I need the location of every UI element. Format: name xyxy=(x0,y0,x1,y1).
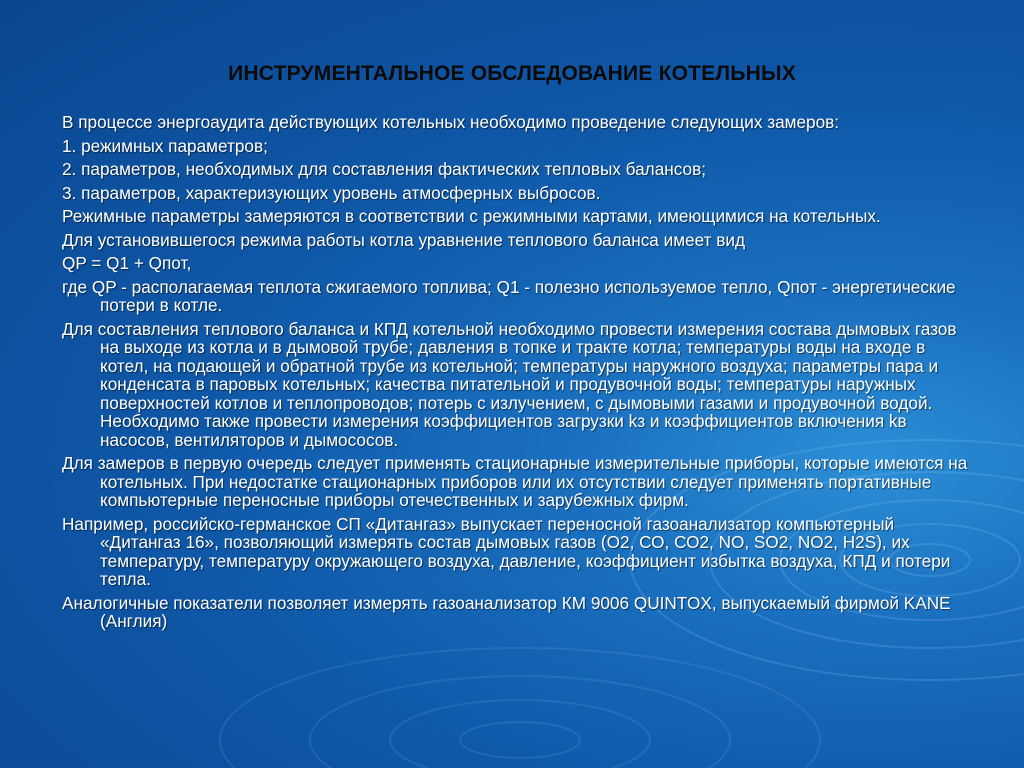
paragraph: Режимные параметры замеряются в соответствии с режимными картами, имеющимися на котельных. xyxy=(62,206,881,226)
paragraph: В процессе энергоаудита действующих котельных необходимо проведение следующих замеров: xyxy=(62,112,840,132)
list-item: 1. режимных параметров; xyxy=(62,135,268,156)
list-item: 2. параметров, необходимых для составления фактических тепловых балансов; xyxy=(62,159,707,179)
formula: QP = Q1 + Qпот, xyxy=(62,253,192,273)
paragraph: Например, российско-германское СП «Дитангаз» выпускает переносной газоанализатор компьютерный «Дитангаз 16», позволяющий измерять состав дымовых газов (О2, СО, СО2, NO, SO2, NO2, H2S), их температуру, температуру окружающего воздуха, давление, коэффициент избытка воздуха, КПД и потери тепла. xyxy=(62,513,951,589)
paragraph: Аналогичные показатели позволяет измерять газоанализатор КМ 9006 QUINTOX, выпускаемый фирмой KANE (Англия) xyxy=(62,592,951,631)
paragraph: Для составления теплового баланса и КПД котельной необходимо провести измерения состава дымовых газов на выходе из котла и в дымовой трубе; давления в топке и тракте котла; температуры воды на входе в котел, на подающей и обратной трубе из котельной; температуры наружного воздуха; параметры пара и конденсата в паровых котельных; качества питательной и продувочной воды; температуры наружных поверхностей котлов и теплопроводов; потерь с излучением, с дымовыми газами и продувочной водой. Необходимо также провести измерения коэффициентов загрузки kз и коэффициентов включения kв насосов, вентиляторов и дымососов. xyxy=(62,318,957,450)
paragraph: Для замеров в первую очередь следует применять стационарные измерительные приборы, которые имеются на котельных. При недостатке стационарных приборов или их отсутствии следует применять портативные компьютерные переносные приборы отечественных и зарубежных фирм. xyxy=(62,453,968,510)
slide-title: ИНСТРУМЕНТАЛЬНОЕ ОБСЛЕДОВАНИЕ КОТЕЛЬНЫХ xyxy=(228,62,796,85)
slide-body xyxy=(62,113,968,633)
paragraph: Для установившегося режима работы котла уравнение теплового баланса имеет вид xyxy=(62,229,745,250)
paragraph: где QP - располагаемая теплота сжигаемого топлива; Q1 - полезно используемое тепло, Qпот - энергетические потери в котле. xyxy=(62,276,956,315)
list-item: 3. параметров, характеризующих уровень атмосферных выбросов. xyxy=(62,182,601,203)
